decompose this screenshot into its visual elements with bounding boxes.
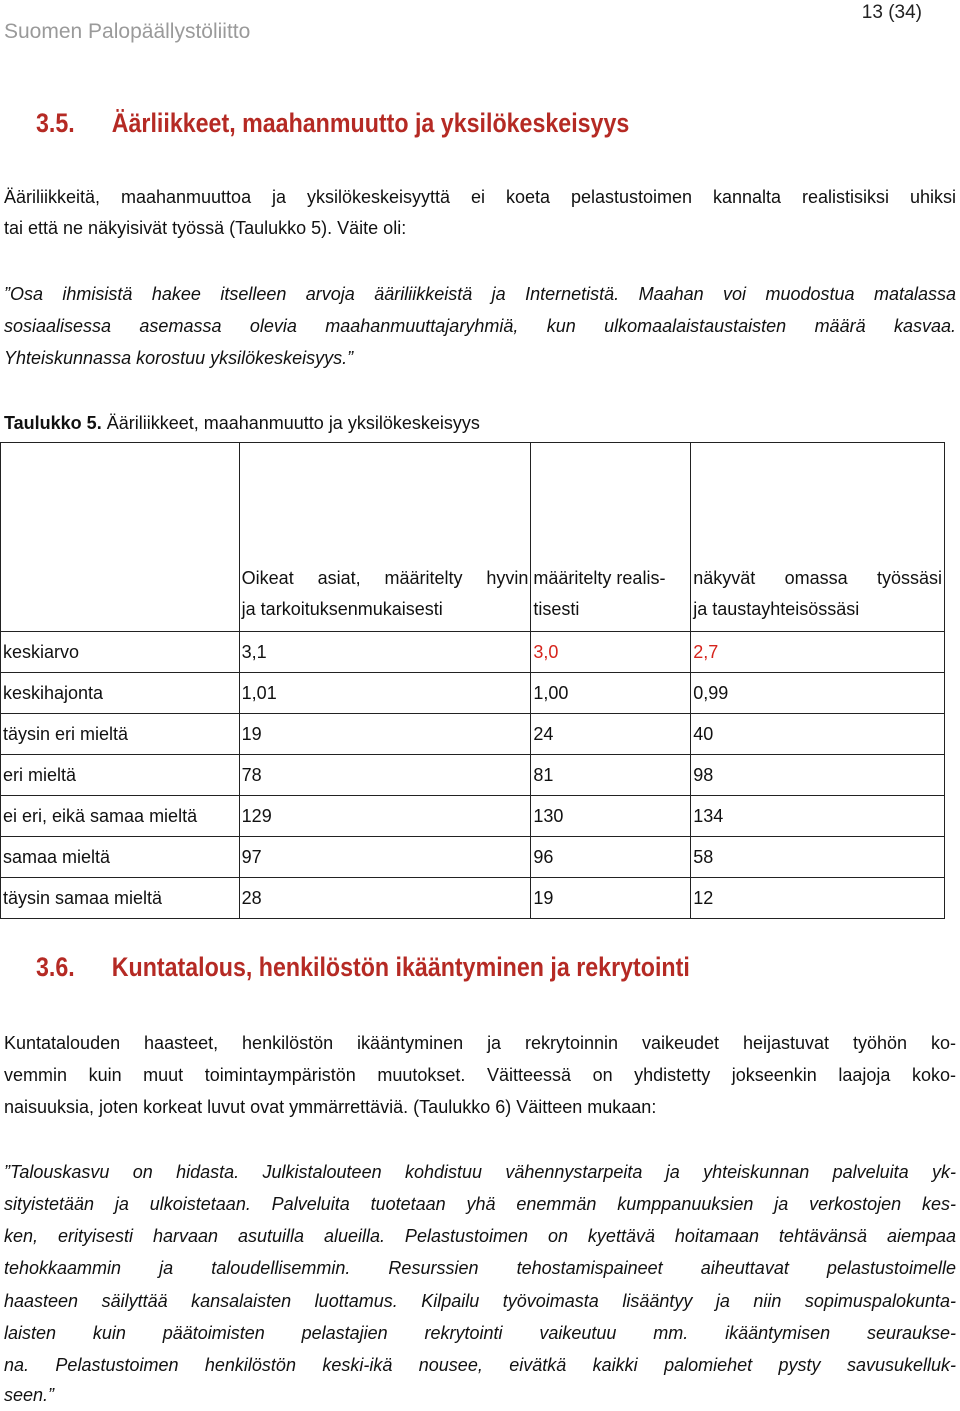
section-35-number: 3.5. <box>36 108 75 138</box>
cell-value: 40 <box>691 714 945 755</box>
cell-value-highlight: 3,0 <box>531 632 691 673</box>
cell-value-highlight: 2,7 <box>691 632 945 673</box>
table-row <box>1 878 945 919</box>
section-36-heading <box>36 952 690 983</box>
section-36-line-3: naisuuksia, joten korkeat luvut ovat ymmärrettäviä. (Taulukko 6) Väitteen mukaan: <box>4 1097 657 1117</box>
organization-name: Suomen Palopäällystöliitto <box>4 20 251 43</box>
section-36-quote-line-2: sityistetään ja ulkoistetaan. Palveluita tuotetaan yhä enemmän kumppanuuksien ja verkostojen kes- <box>4 1194 956 1214</box>
table-5 <box>0 442 945 919</box>
section-36-title: Kuntatalous, henkilöstön ikääntyminen ja rekrytointi <box>111 952 690 982</box>
section-35-title: Äärliikkeet, maahanmuutto ja yksilökeskeisyys <box>111 108 630 138</box>
row-label: täysin samaa mieltä <box>1 878 240 919</box>
section-35-quote-line-1: ”Osa ihmisistä hakee itselleen arvoja ääriliikkeistä ja Internetistä. Maahan voi muodostua matalassa <box>4 284 956 304</box>
section-36-line-2: vemmin kuin muut toimintaympäristön muutokset. Väitteessä on yhdistetty jokseenkin laajoja koko- <box>4 1065 956 1085</box>
cell-value: 19 <box>531 878 691 919</box>
cell-value: 58 <box>691 837 945 878</box>
cell-value: 24 <box>531 714 691 755</box>
cell-value: 19 <box>239 714 531 755</box>
cell-value: 130 <box>531 796 691 837</box>
table-header-col-1: Oikeat asiat, määritelty hyvin ja tarkoituksenmukaisesti <box>239 443 531 632</box>
cell-value: 28 <box>239 878 531 919</box>
cell-value: 97 <box>239 837 531 878</box>
cell-value: 3,1 <box>239 632 531 673</box>
table-5-caption-text: Ääriliikkeet, maahanmuutto ja yksilökeskeisyys <box>101 413 480 433</box>
section-36-line-1: Kuntatalouden haasteet, henkilöstön ikääntyminen ja rekrytoinnin vaikeudet heijastuvat työhön ko- <box>4 1033 956 1053</box>
table-row <box>1 632 945 673</box>
page-number: 13 (34) <box>861 2 922 23</box>
table-row <box>1 837 945 878</box>
table-5-caption <box>4 413 480 434</box>
row-label: keskiarvo <box>1 632 240 673</box>
row-label: samaa mieltä <box>1 837 240 878</box>
cell-value: 12 <box>691 878 945 919</box>
cell-value: 78 <box>239 755 531 796</box>
section-36-quote-line-3: ken, erityisesti harvaan asutuilla alueilla. Pelastustoimen on kyettävä hoitamaan tehtävänsä aiempaa <box>4 1226 956 1246</box>
section-35-heading <box>36 108 629 139</box>
section-35-line-1: Ääriliikkeitä, maahanmuuttoa ja yksilökeskeisyyttä ei koeta pelastustoimen kannalta realistisiksi uhiksi <box>4 187 956 207</box>
section-35-line-2: tai että ne näkyisivät työssä (Taulukko 5). Väite oli: <box>4 218 407 238</box>
row-label: ei eri, eikä samaa mieltä <box>1 796 240 837</box>
row-label: keskihajonta <box>1 673 240 714</box>
section-35-quote-line-3: Yhteiskunnassa korostuu yksilökeskeisyys.” <box>4 348 354 368</box>
table-header-empty <box>1 443 240 632</box>
section-36-quote-line-1: ”Talouskasvu on hidasta. Julkistalouteen kohdistuu vähennystarpeita ja yhteiskunnan palveluita yk- <box>4 1162 956 1182</box>
cell-value: 1,01 <box>239 673 531 714</box>
cell-value: 96 <box>531 837 691 878</box>
section-35-quote-line-2: sosiaalisessa asemassa olevia maahanmuuttajaryhmiä, kun ulkomaalaistaustaisten määrä kasvaa. <box>4 316 956 336</box>
table-header-row <box>1 443 945 632</box>
row-label: täysin eri mieltä <box>1 714 240 755</box>
row-label: eri mieltä <box>1 755 240 796</box>
table-row <box>1 755 945 796</box>
table-header-col-2: määritelty realis- tisesti <box>531 443 691 632</box>
section-36-quote-line-6: laisten kuin päätoimisten pelastajien rekrytointi vaikeutuu mm. ikääntymisen seuraukse- <box>4 1323 956 1343</box>
section-36-quote-line-4: tehokkaammin ja taloudellisemmin. Resurssien tehostamispaineet aiheuttavat pelastustoimelle <box>4 1258 956 1278</box>
cell-value: 134 <box>691 796 945 837</box>
cell-value: 98 <box>691 755 945 796</box>
table-row <box>1 673 945 714</box>
cell-value: 0,99 <box>691 673 945 714</box>
cell-value: 129 <box>239 796 531 837</box>
table-header-col-3: näkyvät omassa työssäsi ja taustayhteisössäsi <box>691 443 945 632</box>
section-36-quote-line-8: seen.” <box>4 1385 55 1405</box>
table-row <box>1 796 945 837</box>
section-36-quote-line-7: na. Pelastustoimen henkilöstön keski-ikä nousee, eivätkä kaikki palomiehet pysty savusukelluk- <box>4 1355 956 1375</box>
section-36-number: 3.6. <box>36 952 75 982</box>
section-36-quote-line-5: haasteen säilyttää kansalaisten luottamus. Kilpailu työvoimasta lisääntyy ja niin sopimuspalokunta- <box>4 1291 956 1311</box>
cell-value: 1,00 <box>531 673 691 714</box>
cell-value: 81 <box>531 755 691 796</box>
table-5-caption-label: Taulukko 5. <box>4 413 102 433</box>
table-row <box>1 714 945 755</box>
